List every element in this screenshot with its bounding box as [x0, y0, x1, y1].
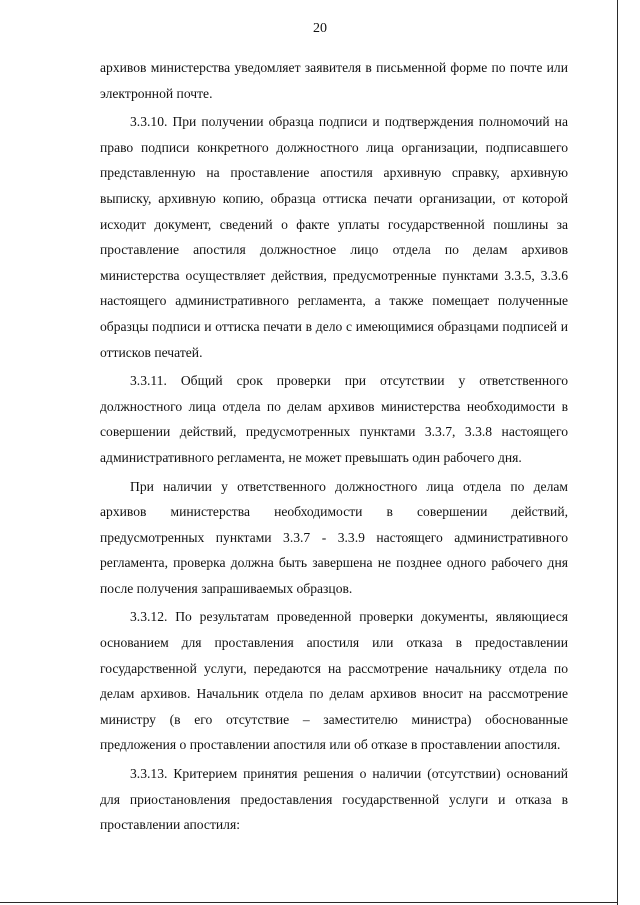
- paragraph-continuation: архивов министерства уведомляет заявителя в письменной форме по почте или электронной почте.: [100, 60, 568, 101]
- document-body: [100, 55, 568, 841]
- paragraph-3-3-12: 3.3.12. По результатам проведенной проверки документы, являющиеся основанием для проставления апостиля или отказа в предоставлении государственной услуги, передаются на рассмотрение начальнику отдела по делам архивов. Начальник отдела по делам архивов вносит на рассмотрение министру (в его отсутствие – заместителю министра) обоснованные предложения о проставлении апостиля или об отказе в проставлении апостиля.: [100, 609, 568, 753]
- scan-edge-right: [617, 0, 618, 905]
- page-number: 20: [313, 21, 327, 36]
- paragraph-3-3-11: 3.3.11. Общий срок проверки при отсутствии у ответственного должностного лица отдела по делам архивов министерства необходимости в совершении действий, предусмотренных пунктами 3.3.7, 3.3.8 настоящего административного регламента, не может превышать один рабочего дня.: [100, 373, 568, 465]
- paragraph-3-3-10: 3.3.10. При получении образца подписи и подтверждения полномочий на право подписи конкретного должностного лица организации, подписавшего представленную на проставление апостиля архивную справку, архивную выписку, архивную копию, образца оттиска печати организации, от которой исходит документ, сведений о факте уплаты государственной пошлины за проставление апостиля должностное лицо отдела по делам архивов министерства осуществляет действия, предусмотренные пунктами 3.3.5, 3.3.6 настоящего административного регламента, а также помещает полученные образцы подписи и оттиска печати в дело с имеющимися образцами подписей и оттисков печатей.: [100, 114, 568, 360]
- paragraph-3-3-11-continued: При наличии у ответственного должностного лица отдела по делам архивов министерства необходимости в совершении действий, предусмотренных пунктами 3.3.7 - 3.3.9 настоящего административного регламента, проверка должна быть завершена не позднее одного рабочего дня после получения запрашиваемых образцов.: [100, 478, 568, 596]
- paragraph-3-3-13: 3.3.13. Критерием принятия решения о наличии (отсутствии) оснований для приостановления предоставления государственной услуги и отказа в проставлении апостиля:: [100, 766, 568, 833]
- scan-edge-bottom: [0, 902, 618, 903]
